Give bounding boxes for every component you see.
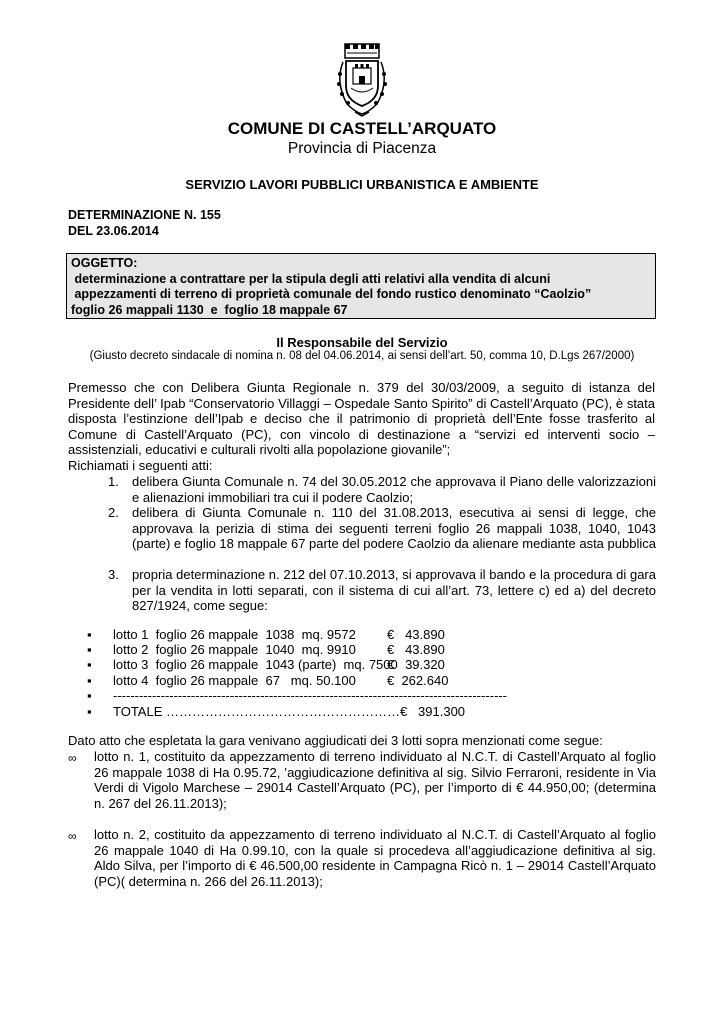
bullet-icon: ▪: [87, 657, 92, 672]
lot-row: [87, 673, 657, 689]
bullet-icon: ▪: [87, 673, 92, 688]
infinity-bullet-icon: ∞: [68, 751, 77, 765]
lot-amount: € 43.890: [387, 627, 445, 642]
responsible-note: (Giusto decreto sindacale di nomina n. 08 del 04.06.2014, ai sensi dell’art. 50, comma 10, D.Lgs 267/2000): [89, 350, 635, 362]
coat-of-arms-icon: [333, 42, 391, 118]
list-number: 3.: [108, 567, 119, 582]
subject-box: [66, 253, 656, 319]
determination-date: DEL 23.06.2014: [68, 224, 159, 238]
recalled-acts-intro: Richiamati i seguenti atti:: [68, 458, 213, 473]
subject-line: determinazione a contrattare per la stipula degli atti relativi alla vendita di alcuni: [71, 271, 551, 286]
list-number: 2.: [108, 505, 119, 520]
lot-row: [87, 627, 657, 643]
municipality-name: COMUNE DI CASTELL’ARQUATO: [227, 119, 497, 138]
bullet-icon: ▪: [87, 627, 92, 642]
subject-label: OGGETTO:: [71, 256, 138, 270]
province-name: Provincia di Piacenza: [287, 140, 437, 157]
lot-description: lotto 1 foglio 26 mappale 1038 mq. 9572: [113, 627, 356, 642]
lot-amount: € 43.890: [387, 642, 445, 657]
list-text: delibera di Giunta Comunale n. 110 del 31.08.2013, esecutiva ai sensi di legge, che approvava la perizia di stima dei seguenti terreni foglio 26 mappali 1038, 1040, 1043 (parte) e foglio 18 mappale 67 parte del podere Caolzio da alienare mediante asta pubblica: [132, 505, 656, 552]
dash-separator: -------------------------------------------------------------------------------------------: [113, 688, 507, 703]
lot-description: lotto 2 foglio 26 mappale 1040 mq. 9910: [113, 642, 356, 657]
lot-row: [87, 657, 657, 673]
award-item: lotto n. 2, costituito da appezzamento di terreno individuato al N.C.T. di Castell’Arquato al foglio 26 mappale 1040 di Ha 0.99.10, con la quale si procedeva all’aggiudicazione definitiva al sig. Aldo Silva, per l’importo di € 46.500,00 residente in Campagna Ricò n. 1 – 29014 Castell’Arquato (PC)( determina n. 266 del 26.11.2013);: [94, 827, 656, 889]
responsible-title: Il Responsabile del Servizio: [276, 335, 448, 350]
subject-line: foglio 26 mappali 1130 e foglio 18 mappale 67: [71, 302, 348, 317]
premise-paragraph: Premesso che con Delibera Giunta Regionale n. 379 del 30/03/2009, a seguito di istanza del Presidente dell’ Ipab “Conservatorio Villaggi – Ospedale Santo Spirito” di Castell’Arquato (PC), è stata disposta l’estinzione dell’Ipab e deciso che il patrimonio di proprietà dell’Ente fosse trasferito al Comune di Castell’Arquato (PC), con vincolo di destinazione a “servizi ed interventi socio – assistenziali, educativi e culturali rivolti alla popolazione giovanile”;: [68, 380, 655, 458]
list-number: 1.: [108, 474, 119, 489]
lot-description: lotto 4 foglio 26 mappale 67 mq. 50.100: [113, 673, 356, 688]
awards-intro: Dato atto che espletata la gara venivano aggiudicati dei 3 lotti sopra menzionati come segue:: [68, 733, 603, 748]
separator-row: [87, 688, 657, 704]
list-text: propria determinazione n. 212 del 07.10.2013, si approvava il bando e la procedura di gara per la vendita in lotti separati, con il sistema di cui all’art. 73, lettere c) ed a) del decreto 827/1924, come segue:: [132, 567, 656, 614]
lot-amount: € 39.320: [387, 657, 445, 672]
lot-description: lotto 3 foglio 26 mappale 1043 (parte) mq. 7500: [113, 657, 398, 672]
lot-amount: € 262.640: [387, 673, 449, 688]
total-line: TOTALE ………………………………………………€ 391.300: [113, 704, 466, 719]
service-name: SERVIZIO LAVORI PUBBLICI URBANISTICA E AMBIENTE: [185, 177, 539, 192]
bullet-icon: ▪: [87, 642, 92, 657]
bullet-icon: ▪: [87, 704, 92, 719]
total-row: [87, 704, 657, 720]
bullet-icon: ▪: [87, 688, 92, 703]
infinity-bullet-icon: ∞: [68, 829, 77, 843]
subject-line: appezzamenti di terreno di proprietà comunale del fondo rustico denominato “Caolzio”: [71, 287, 592, 301]
list-text: delibera Giunta Comunale n. 74 del 30.05.2012 che approvava il Piano delle valorizzazioni e alienazioni immobiliari tra cui il podere Caolzio;: [132, 474, 656, 505]
award-item: lotto n. 1, costituito da appezzamento di terreno individuato al N.C.T. di Castell’Arquato al foglio 26 mappale 1038 di Ha 0.95.72, ’aggiudicazione definitiva al sig. Silvio Ferraroni, residente in Via Verdi di Vigolo Marchese – 29014 Castell’Arquato (PC), per l’importo di € 44.950,00; (determina n. 267 del 26.11.2013);: [94, 749, 656, 811]
determination-number: DETERMINAZIONE N. 155: [68, 208, 221, 222]
lot-row: [87, 642, 657, 658]
